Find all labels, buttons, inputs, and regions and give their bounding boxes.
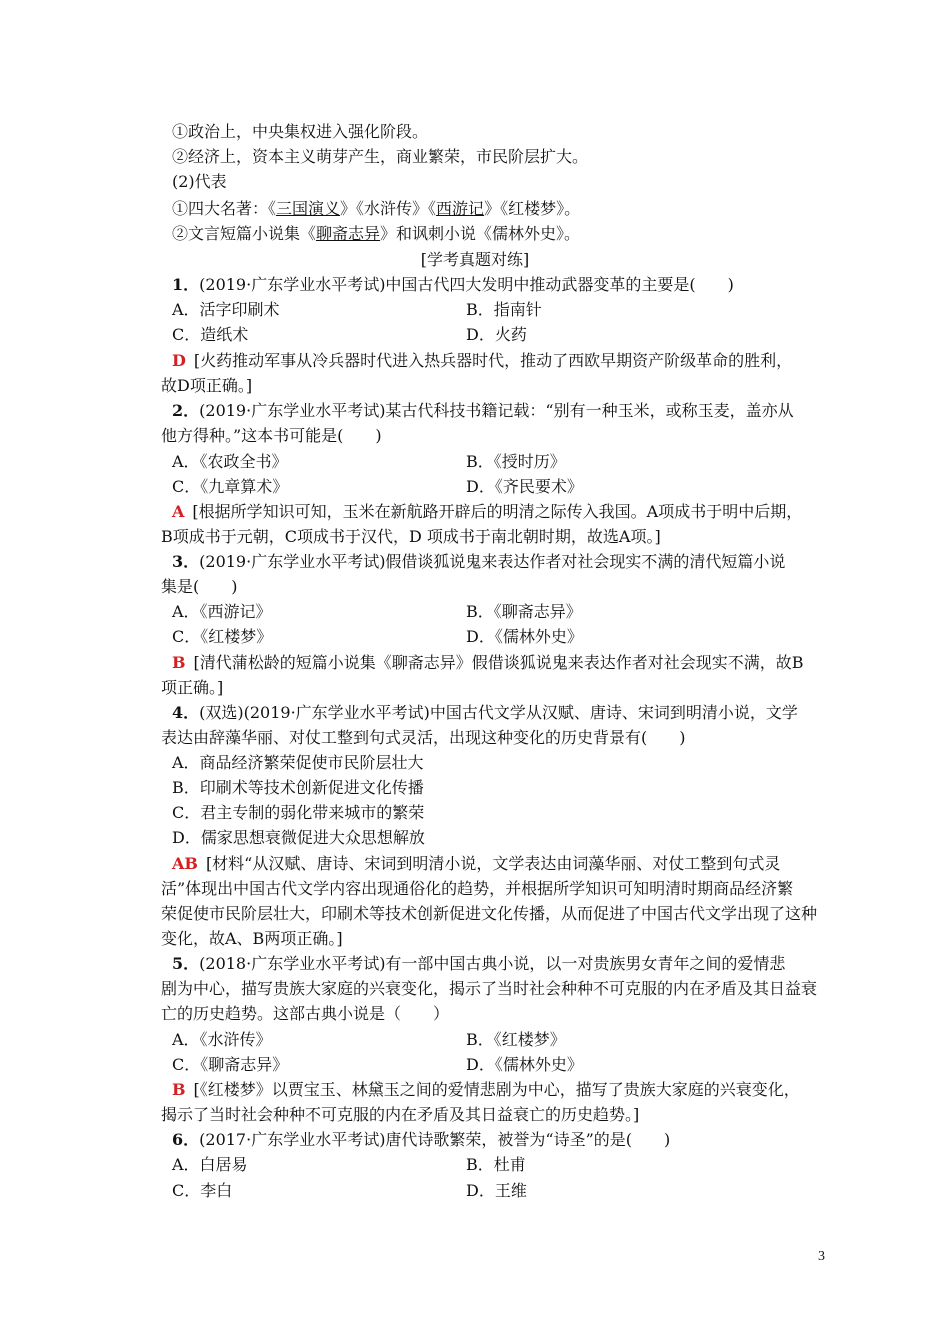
intro-line-1: ①政治上，中央集权进入强化阶段。 <box>172 122 429 141</box>
explanation-text: [火药推动军事从冷兵器时代进入热兵器时代，推动了西欧早期资产阶级革命的胜利， <box>193 351 793 370</box>
option-d: D．《齐民要术》 <box>466 477 583 496</box>
explanation-text: [《红楼梦》以贾宝玉、林黛玉之间的爱情悲剧为中心，描写了贵族大家庭的兴衰变化， <box>193 1080 800 1099</box>
explanation-text: [根据所学知识可知，玉米在新航路开辟后的明清之际传入我国。A项成书于明中后期， <box>192 502 803 521</box>
underlined-title: 聊斋志异 <box>316 224 381 243</box>
question-number: 2． <box>172 401 200 420</box>
question-2-stem <box>172 400 794 422</box>
intro-line-3: (2)代表 <box>172 172 227 191</box>
question-5-stem <box>172 953 785 975</box>
question-number: 5． <box>172 954 200 973</box>
answer-key: A <box>172 502 185 521</box>
question-text: (2017·广东学业水平考试)唐代诗歌繁荣，被誉为“诗圣”的是( ) <box>199 1130 671 1149</box>
page-number: 3 <box>818 1249 825 1264</box>
option-a: A．白居易 <box>172 1155 248 1174</box>
option-d: D．火药 <box>466 325 527 344</box>
answer-explanation <box>172 652 804 674</box>
explanation-text: [清代蒲松龄的短篇小说集《聊斋志异》假借谈狐说鬼来表达作者对社会现实不满，故B <box>193 653 804 672</box>
option-d: D．儒家思想衰微促进大众思想解放 <box>172 828 425 847</box>
option-c: C．《红楼梦》 <box>172 627 273 646</box>
explanation-continued: 故D项正确。] <box>161 376 253 395</box>
option-a: A．活字印刷术 <box>172 300 280 319</box>
underlined-title: 西游记 <box>436 199 485 218</box>
intro-line-4 <box>172 198 580 220</box>
option-a: A．《西游记》 <box>172 602 272 621</box>
question-text-continued: 表达由辞藻华丽、对仗工整到句式灵活，出现这种变化的历史背景有( ) <box>161 728 686 747</box>
option-b: B．《聊斋志异》 <box>466 602 582 621</box>
answer-key: D <box>172 351 186 370</box>
answer-key: B <box>172 1080 186 1099</box>
explanation-continued: B项成书于元朝，C项成书于汉代，D 项成书于南北朝时期，故选A项。] <box>161 527 661 546</box>
explanation-continued: 项正确。] <box>161 678 224 697</box>
question-text-continued: 集是( ) <box>161 577 238 596</box>
text-fragment: ②文言短篇小说集《 <box>172 224 317 243</box>
intro-line-2: ②经济上，资本主义萌芽产生，商业繁荣，市民阶层扩大。 <box>172 147 589 166</box>
question-text: (2019·广东学业水平考试)中国古代四大发明中推动武器变革的主要是( ) <box>199 275 734 294</box>
question-number: 6． <box>172 1130 200 1149</box>
option-b: B．杜甫 <box>466 1155 526 1174</box>
section-title: [学考真题对练] <box>420 250 530 269</box>
question-number: 1． <box>172 275 200 294</box>
question-text-continued: 剧为中心，描写贵族大家庭的兴衰变化，揭示了当时社会种种不可克服的内在矛盾及其日益衰 <box>161 979 818 998</box>
option-b: B．《红楼梦》 <box>466 1030 566 1049</box>
question-text: (2018·广东学业水平考试)有一部中国古典小说，以一对贵族男女青年之间的爱情悲 <box>199 954 786 973</box>
text-fragment: 》和讽刺小说《儒林外史》。 <box>380 224 581 243</box>
explanation-continued: 揭示了当时社会种种不可克服的内在矛盾及其日益衰亡的历史趋势。] <box>161 1105 640 1124</box>
option-a: A．商品经济繁荣促使市民阶层壮大 <box>172 753 424 772</box>
option-c: C．李白 <box>172 1181 233 1200</box>
answer-explanation <box>172 853 780 875</box>
explanation-text: [材料“从汉赋、唐诗、宋词到明清小说，文学表达由词藻华丽、对仗工整到句式灵 <box>205 854 781 873</box>
question-number: 4． <box>172 703 200 722</box>
option-b: B．印刷术等技术创新促进文化传播 <box>172 778 424 797</box>
option-c: C．君主专制的弱化带来城市的繁荣 <box>172 803 425 822</box>
intro-line-5 <box>172 223 580 245</box>
explanation-continued: 荣促使市民阶层壮大，印刷术等技术创新促进文化传播，从而促进了中国古代文学出现了这种 <box>161 904 818 923</box>
option-c: C．《九章算术》 <box>172 477 289 496</box>
option-a: A．《农政全书》 <box>172 452 288 471</box>
text-fragment: ①四大名著：《 <box>172 199 277 218</box>
answer-key: B <box>172 653 186 672</box>
option-a: A．《水浒传》 <box>172 1030 272 1049</box>
underlined-title: 三国演义 <box>276 199 341 218</box>
question-text: (双选)(2019·广东学业水平考试)中国古代文学从汉赋、唐诗、宋词到明清小说，文学 <box>199 703 798 722</box>
option-c: C．《聊斋志异》 <box>172 1055 289 1074</box>
question-4-stem <box>172 702 798 724</box>
explanation-continued: 变化，故A、B两项正确。] <box>161 929 343 948</box>
option-d: D．王维 <box>466 1181 527 1200</box>
option-c: C．造纸术 <box>172 325 249 344</box>
answer-explanation <box>172 350 792 372</box>
question-number: 3． <box>172 552 200 571</box>
option-b: B．《授时历》 <box>466 452 566 471</box>
option-d: D．《儒林外史》 <box>466 627 583 646</box>
question-6-stem <box>172 1129 670 1151</box>
option-b: B．指南针 <box>466 300 542 319</box>
answer-key: AB <box>172 854 198 873</box>
question-text-continued: 他方得种。”这本书可能是( ) <box>161 426 382 445</box>
text-fragment: 》《水浒传》《 <box>340 199 437 218</box>
question-1-stem <box>172 274 734 296</box>
text-fragment: 》《红楼梦》。 <box>484 199 581 218</box>
answer-explanation <box>172 1079 800 1101</box>
question-text: (2019·广东学业水平考试)假借谈狐说鬼来表达作者对社会现实不满的清代短篇小说 <box>199 552 786 571</box>
question-text: (2019·广东学业水平考试)某古代科技书籍记载：“别有一种玉米，或称玉麦，盖亦从 <box>199 401 794 420</box>
option-d: D．《儒林外史》 <box>466 1055 583 1074</box>
question-text-continued: 亡的历史趋势。这部古典小说是（ ） <box>161 1004 450 1023</box>
question-3-stem <box>172 551 785 573</box>
explanation-continued: 活”体现出中国古代文学内容出现通俗化的趋势，并根据所学知识可知明清时期商品经济繁 <box>161 879 794 898</box>
answer-explanation <box>172 501 802 523</box>
